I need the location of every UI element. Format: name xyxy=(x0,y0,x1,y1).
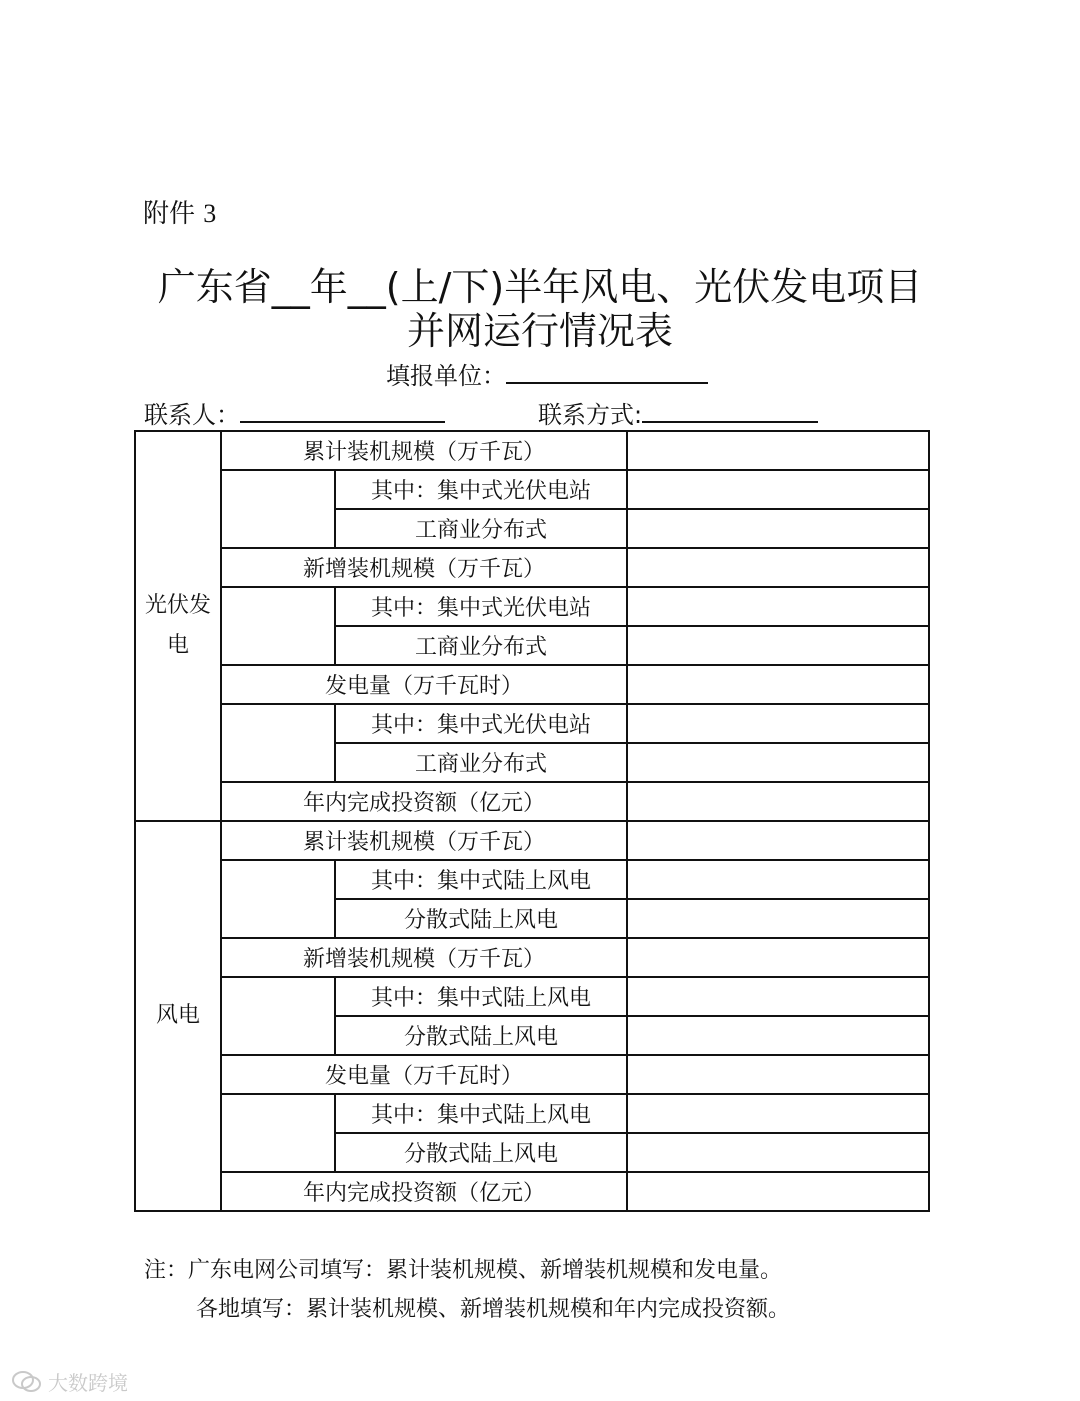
value-cell[interactable] xyxy=(627,665,929,704)
row-label: 工商业分布式 xyxy=(335,626,627,665)
group-spacer-cell xyxy=(221,860,335,938)
note-line-1: 注：广东电网公司填写：累计装机规模、新增装机规模和发电量。 xyxy=(144,1258,783,1283)
group-spacer-cell xyxy=(221,704,335,782)
table-row xyxy=(135,587,929,626)
value-cell[interactable] xyxy=(627,509,929,548)
table-row xyxy=(135,704,929,743)
value-cell[interactable] xyxy=(627,899,929,938)
row-label: 发电量（万千瓦时） xyxy=(221,1055,627,1094)
contact-person-label: 联系人： xyxy=(144,401,240,429)
group-spacer-cell xyxy=(221,470,335,548)
row-label: 年内完成投资额（亿元） xyxy=(221,1172,627,1211)
value-cell[interactable] xyxy=(627,1172,929,1211)
row-label: 其中：集中式陆上风电 xyxy=(335,1094,627,1133)
document-title-line1: 广东省__年__(上/下)半年风电、光伏发电项目 xyxy=(157,265,923,309)
attachment-label: 附件 3 xyxy=(143,199,217,229)
value-cell[interactable] xyxy=(627,1016,929,1055)
value-cell[interactable] xyxy=(627,1094,929,1133)
row-label: 累计装机规模（万千瓦） xyxy=(221,431,627,470)
table-row xyxy=(135,938,929,977)
row-label: 年内完成投资额（亿元） xyxy=(221,782,627,821)
contact-person-blank[interactable] xyxy=(240,399,445,423)
row-label: 其中：集中式光伏电站 xyxy=(335,587,627,626)
value-cell[interactable] xyxy=(627,626,929,665)
table-row xyxy=(135,431,929,470)
attachment-number: 3 xyxy=(203,199,217,228)
row-label: 其中：集中式陆上风电 xyxy=(335,860,627,899)
value-cell[interactable] xyxy=(627,587,929,626)
reporting-unit-field xyxy=(386,356,708,391)
table-row xyxy=(135,548,929,587)
table-row xyxy=(135,1172,929,1211)
group-spacer-cell xyxy=(221,587,335,665)
table-row xyxy=(135,782,929,821)
row-label: 分散式陆上风电 xyxy=(335,899,627,938)
value-cell[interactable] xyxy=(627,782,929,821)
table-row xyxy=(135,977,929,1016)
row-label: 分散式陆上风电 xyxy=(335,1133,627,1172)
row-label: 发电量（万千瓦时） xyxy=(221,665,627,704)
row-label: 其中：集中式光伏电站 xyxy=(335,704,627,743)
row-label: 其中：集中式光伏电站 xyxy=(335,470,627,509)
value-cell[interactable] xyxy=(627,860,929,899)
value-cell[interactable] xyxy=(627,1055,929,1094)
row-label: 工商业分布式 xyxy=(335,743,627,782)
value-cell[interactable] xyxy=(627,821,929,860)
group-spacer-cell xyxy=(221,1094,335,1172)
contact-person-field xyxy=(144,395,445,430)
watermark xyxy=(12,1367,128,1396)
row-label: 分散式陆上风电 xyxy=(335,1016,627,1055)
value-cell[interactable] xyxy=(627,938,929,977)
value-cell[interactable] xyxy=(627,743,929,782)
contact-method-label: 联系方式: xyxy=(538,401,643,429)
table-row xyxy=(135,1094,929,1133)
table-row xyxy=(135,665,929,704)
reporting-unit-label: 填报单位： xyxy=(386,362,506,390)
value-cell[interactable] xyxy=(627,548,929,587)
value-cell[interactable] xyxy=(627,977,929,1016)
value-cell[interactable] xyxy=(627,470,929,509)
wechat-icon xyxy=(12,1370,42,1394)
group-spacer-cell xyxy=(221,977,335,1055)
table-row xyxy=(135,1055,929,1094)
table-row xyxy=(135,821,929,860)
row-label: 其中：集中式陆上风电 xyxy=(335,977,627,1016)
value-cell[interactable] xyxy=(627,431,929,470)
solar-category-cell: 光伏发电 xyxy=(135,431,221,821)
row-label: 工商业分布式 xyxy=(335,509,627,548)
table-row xyxy=(135,470,929,509)
contact-method-blank[interactable] xyxy=(642,399,818,423)
row-label: 累计装机规模（万千瓦） xyxy=(221,821,627,860)
wind-category-cell: 风电 xyxy=(135,821,221,1211)
watermark-text: 大数跨境 xyxy=(48,1371,128,1395)
row-label: 新增装机规模（万千瓦） xyxy=(221,938,627,977)
document-title-line2: 并网运行情况表 xyxy=(406,309,673,353)
row-label: 新增装机规模（万千瓦） xyxy=(221,548,627,587)
value-cell[interactable] xyxy=(627,704,929,743)
value-cell[interactable] xyxy=(627,1133,929,1172)
reporting-unit-blank[interactable] xyxy=(506,360,708,384)
table-row xyxy=(135,860,929,899)
contact-method-field xyxy=(538,395,818,430)
note-line-2: 各地填写：累计装机规模、新增装机规模和年内完成投资额。 xyxy=(196,1297,791,1322)
statistics-table xyxy=(134,430,930,1212)
